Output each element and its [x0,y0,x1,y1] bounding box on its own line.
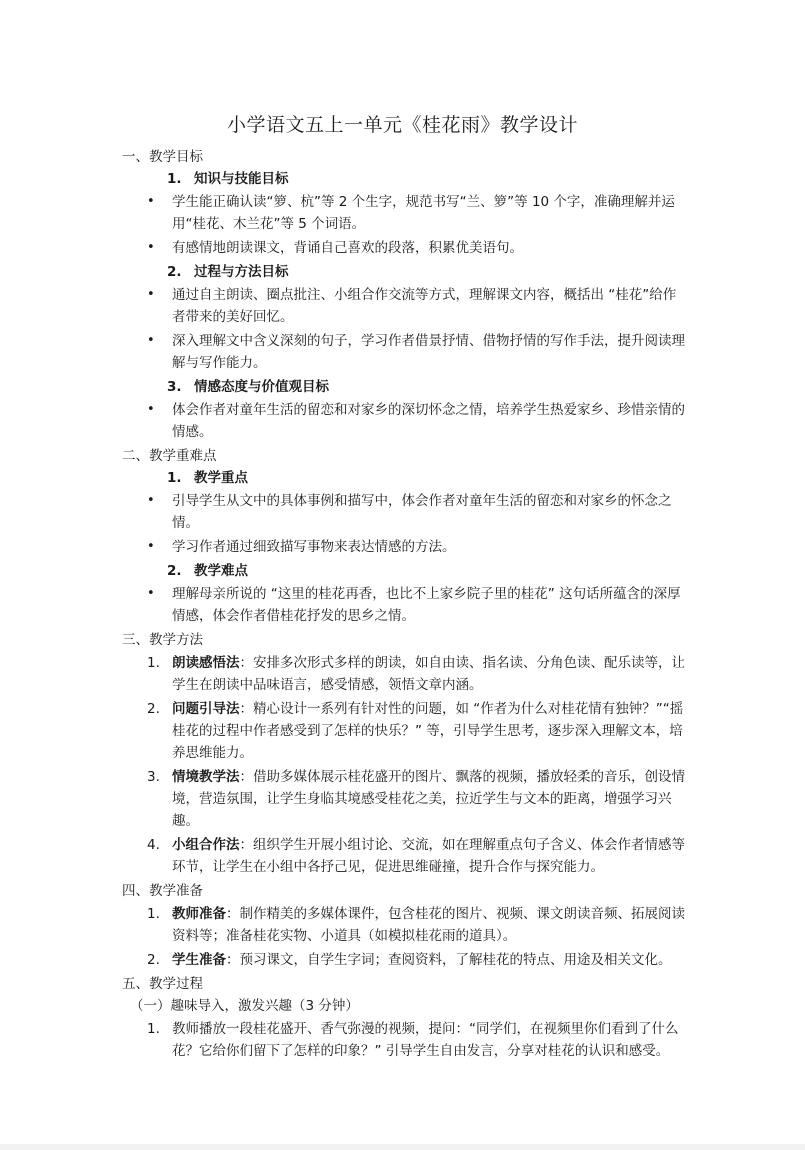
subheading-process-methods [167,261,687,283]
list-item: • 理解母亲所说的 “这里的桂花再香，也比不上家乡院子里的桂花” 这句话所蕴含的深厚情感，体会作者借桂花抒发的思乡之情。 [122,583,687,627]
bullet-list [122,399,687,443]
subheading-title: 教学难点 [194,563,248,579]
subheading-number: 3. [167,379,182,395]
bullet-icon: • [147,586,155,601]
list-item: • 深入理解文中含义深刻的句子，学习作者借景抒情、借物抒情的写作手法，提升阅读理解与写作能力。 [122,330,687,374]
list-item: • 有感情地朗读课文，背诵自己喜欢的段落，积累优美语句。 [122,237,687,259]
list-item: 1. 教师播放一段桂花盛开、香气弥漫的视频，提问：“同学们，在视频里你们看到了什么花？它给你们留下了怎样的印象？” 引导学生自由发言，分享对桂花的认识和感受。 [147,1021,679,1059]
section-heading-objectives: 一、教学目标 [122,149,203,165]
list-item: 1. 教师准备：制作精美的多媒体课件，包含桂花的图片、视频、课文朗读音频、拓展阅读资料等；准备桂花实物、小道具（如模拟桂花雨的道具）。 [147,906,685,944]
list-item: • 引导学生从文中的具体事例和描写中，体会作者对童年生活的留恋和对家乡的怀念之情。 [122,490,687,534]
list-item: • 学生能正确认读“箩、杭”等 2 个生字，规范书写“兰、箩”等 10 个字，准确理解并运用“桂花、木兰花”等 5 个词语。 [122,191,687,235]
bullet-icon: • [147,333,155,348]
numbered-list [122,1018,687,1062]
list-item: 2. 学生准备：预习课文，自学生字词；查阅资料，了解桂花的特点、用途及相关文化。 [147,952,672,968]
bullet-icon: • [147,194,155,209]
list-item: 2. 问题引导法：精心设计一系列有针对性的问题，如 “作者为什么对桂花情有独钟？”“摇桂花的过程中作者感受到了怎样的快乐？” 等，引导学生思考，逐步深入理解文本，培养思维能力。 [147,701,684,761]
bullet-list [122,191,687,259]
document-body [122,146,687,1064]
subheading-difficulty [167,560,687,582]
subheading-title: 过程与方法目标 [194,264,289,280]
subheading-number: 1. [167,171,182,187]
numbered-list [122,903,687,971]
section-heading-preparation: 四、教学准备 [122,883,203,899]
subheading-emotion-values [167,376,687,398]
bullet-icon: • [147,402,155,417]
list-item: 4. 小组合作法：组织学生开展小组讨论、交流，如在理解重点句子含义、体会作者情感等环节，让学生在小组中各抒己见，促进思维碰撞，提升合作与探究能力。 [147,837,685,875]
subheading-title: 情感态度与价值观目标 [194,379,329,395]
bullet-icon: • [147,240,155,255]
bullet-icon: • [147,539,155,554]
page-bottom-edge [0,1144,805,1150]
subheading-title: 教学重点 [194,470,248,486]
list-item: • 体会作者对童年生活的留恋和对家乡的深切怀念之情，培养学生热爱家乡、珍惜亲情的情感。 [122,399,687,443]
list-item: • 通过自主朗读、圈点批注、小组合作交流等方式，理解课文内容，概括出 “桂花”给作者带来的美好回忆。 [122,284,687,328]
bullet-list [122,583,687,627]
subheading-knowledge-skills [167,168,687,190]
section-heading-methods: 三、教学方法 [122,632,203,648]
bullet-icon: • [147,287,155,302]
subheading-focus [167,467,687,489]
section-heading-process: 五、教学过程 [122,976,203,992]
list-item: 3. 情境教学法：借助多媒体展示桂花盛开的图片、飘落的视频，播放轻柔的音乐，创设情境，营造氛围，让学生身临其境感受桂花之美，拉近学生与文本的距离，增强学习兴趣。 [147,769,685,829]
part-heading: （一）趣味导入，激发兴趣（3 分钟） [130,998,359,1014]
subheading-number: 1. [167,470,182,486]
subheading-title: 知识与技能目标 [194,171,289,187]
subheading-number: 2. [167,264,182,280]
bullet-icon: • [147,493,155,508]
numbered-list [122,652,687,878]
subheading-number: 2. [167,563,182,579]
list-item: • 学习作者通过细致描写事物来表达情感的方法。 [122,536,687,558]
document-title: 小学语文五上一单元《桂花雨》教学设计 [226,114,578,136]
list-item: 1. 朗读感悟法：安排多次形式多样的朗读，如自由读、指名读、分角色读、配乐读等，让学生在朗读中品味语言，感受情感，领悟文章内涵。 [147,655,685,693]
bullet-list [122,284,687,374]
section-heading-key-points: 二、教学重难点 [122,448,217,464]
bullet-list [122,490,687,558]
